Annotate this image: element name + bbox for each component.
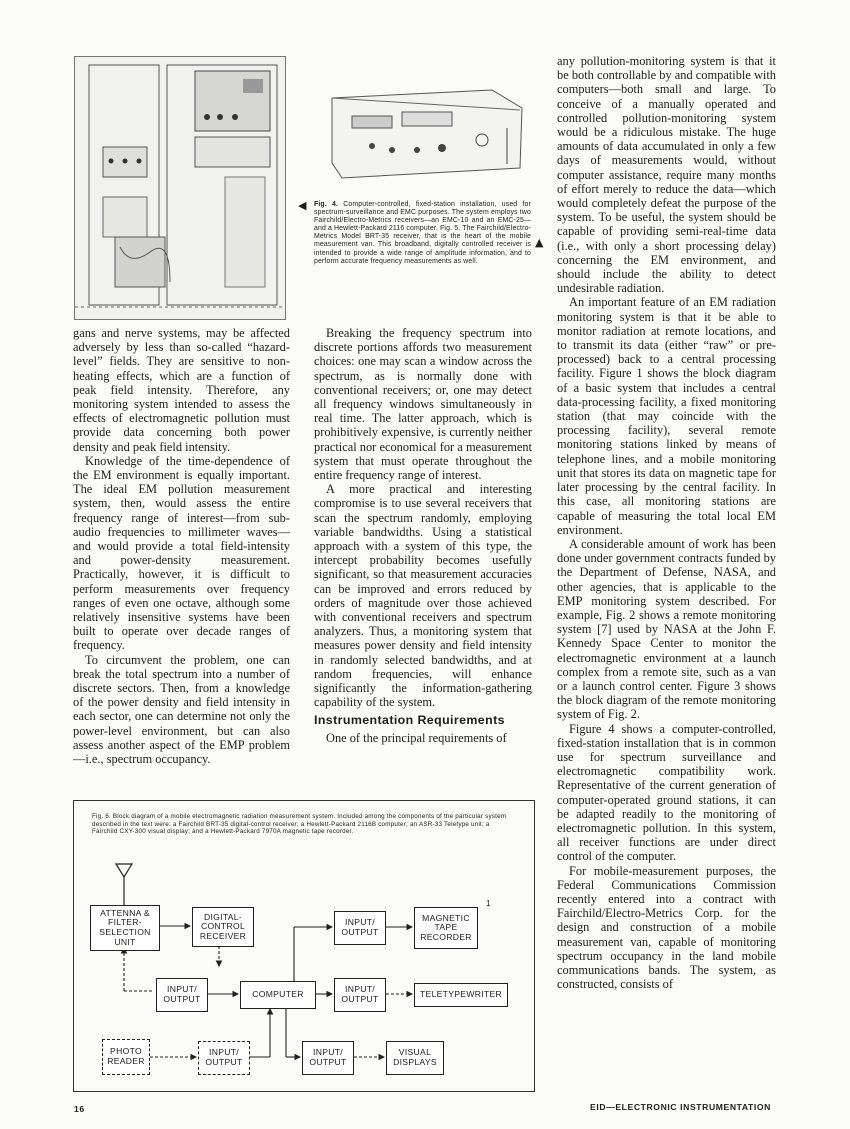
paragraph: One of the principal requirements of <box>326 730 507 745</box>
visual-displays-block: VISUAL DISPLAYS <box>386 1041 444 1075</box>
pointer-arrow-icon: ◀ <box>298 199 307 212</box>
paragraph: A considerable amount of work has been done under government contracts funded by the Department of Defense, NASA, and other agencies, that is applicable to the EMP monitoring system described. For example, Fig. 2 shows a remote monitoring system [7] used by NASA at the John F. Kennedy Space Center to monitor the electromagnetic environment at a launch complex from a remote site, such as a van or a launch control center. Figure 3 shows the block diagram of the remote monitoring system of Fig. 2. <box>557 536 776 722</box>
fig6-mark: 1 <box>486 899 491 908</box>
io-bottom-left-block: INPUT/ OUTPUT <box>198 1041 250 1075</box>
io-right-block: INPUT/ OUTPUT <box>334 978 386 1012</box>
equipment-rack-photo <box>74 56 286 320</box>
teletypewriter-block: TELETYPEWRITER <box>414 983 508 1007</box>
fig4-caption <box>314 201 531 266</box>
fig4-label: Fig. 4. <box>314 201 339 208</box>
paragraph: Knowledge of the time-dependence of the EM environment is equally important. The ideal EM pollution measurement system, then, would assess the entire frequency range of interest—from sub-audio frequencies to millimeter waves—and would provide a total field-intensity and power-density measurement. Practically, however, it is difficult to perform measurements over frequency ranges of even one octave, although some relatively insensitive systems have been built to operate over decade ranges of frequency. <box>73 453 290 653</box>
io-bottom-right-block: INPUT/ OUTPUT <box>302 1041 354 1075</box>
photo-reader-block: PHOTO READER <box>102 1039 150 1075</box>
journal-name: EID—ELECTRONIC INSTRUMENTATION <box>590 1102 771 1112</box>
paragraph: For mobile-measurement purposes, the Federal Communications Commission recently entered into a contract with Fairchild/Electro-Metrics Corp. for the design and construction of a mobile measurement van, capable of monitoring spectrum occupancy in the land mobile communications bands. The system, as constructed, consists of <box>557 863 776 992</box>
equipment-rack-illustration <box>75 57 285 319</box>
computer-block: COMPUTER <box>240 981 316 1009</box>
io-top-block: INPUT/ OUTPUT <box>334 911 386 945</box>
antenna-filter-block: ATTENNA & FILTER- SELECTION UNIT <box>90 905 160 951</box>
column-3-text <box>557 54 776 991</box>
receiver-photo <box>322 68 527 186</box>
paragraph: An important feature of an EM radiation monitoring system is that it be able to monitor radiation at remote locations, and to transmit its data (either “raw” or pre-processed) back to a central processing facility. Figure 1 shows the block diagram of a basic system that includes a central data-processing facility, a fixed monitoring station (that may coincide with the processing facility), several remote monitoring stations linked by means of telephone lines, and a mobile monitoring unit that stores its data on magnetic tape for later processing by the central facility. In this case, all monitoring stations are capable of measuring the total local EM environment. <box>557 295 776 537</box>
receiver-block: DIGITAL- CONTROL RECEIVER <box>192 907 254 947</box>
fig4-text: Computer-controlled, fixed-station installation, used for spectrum-surveillance and EMC purposes. The system employs two Fairchild/Electro-Metrics receivers—an EMC-10 and an EMC-25—and a Hewlett-Packard 2116 computer. Fig. 5. The Fairchild/Electro-Metrics Model BRT-35 receiver, that is the heart of the mobile measurement van. This broadband, digitally controlled receiver is intended to provide a wide range of amplitude information, and to perform accurate frequency measurements as well. <box>314 201 531 265</box>
pointer-arrow-up-icon: ▲ <box>535 236 544 249</box>
magnetic-tape-block: MAGNETIC TAPE RECORDER <box>414 907 478 949</box>
paragraph: gans and nerve systems, may be affected adversely by less than so-called “hazard-level” fields. They are sensitive to non-heating effects, which are a function of peak field intensity. Therefore, any monitoring system intended to assess the effects of electromagnetic pollution must provide data concerning both power density and peak field intensity. <box>73 326 290 454</box>
paragraph: To circumvent the problem, one can break the total spectrum into a number of discrete sectors. Then, from a knowledge of the power density and field intensity in each sector, one can determine not only the power-level environment, but can also assess another aspect of the EMP problem—i.e., spectrum occupancy. <box>73 652 290 767</box>
io-left-block: INPUT/ OUTPUT <box>156 978 208 1012</box>
paragraph: Breaking the frequency spectrum into discrete portions affords two measurement choices: one may scan a window across the spectrum, as is normally done with conventional receivers; or, one may detect all frequency windows simultaneously in real time. The latter approach, which is prohibitively expensive, is currently neither practical nor economical for a measurement system that must operate throughout the entire frequency range of interest. <box>314 326 532 483</box>
fig6-caption: Fig. 6. Block diagram of a mobile electromagnetic radiation measurement system. Included among the components of the particular system described in the text were: a Fairchild BRT-35 digital-control receiver; a Hewlett-Packard 2116B computer; an ASR-33 Teletype unit; a Fairchild CXY-300 visual display; and a Hewlett-Packard 7970A magnetic tape recorder. <box>92 813 507 836</box>
paragraph: any pollution-monitoring system is that it be both controllable by and compatible with computers—both small and large. To conceive of a manually operated and controlled pollution-monitoring system would be a ridiculous mistake. The huge amounts of data accumulated in only a few days of measurements would, without computer assistance, require many months of effort merely to reduce the data—which would completely defeat the purpose of the system. To be useful, the system should be capable of providing semi-real-time data (i.e., with only a short processing delay) concerning the EM environment, and should include the ability to detect undesirable radiation. <box>557 54 776 296</box>
paragraph: Figure 4 shows a computer-controlled, fixed-station installation that is in common use for spectrum surveillance and electromagnetic compatibility work. Representative of the current generation of computer-operated ground stations, it can be adapted readily to the monitoring of electromagnetic pollution. In this system, all receiver functions are under direct control of the computer. <box>557 721 776 864</box>
page-number: 16 <box>74 1104 85 1114</box>
column-1-text <box>73 326 290 766</box>
fig6-block-diagram <box>73 800 535 1092</box>
receiver-illustration <box>322 68 527 186</box>
column-2-text <box>314 326 532 745</box>
paragraph: A more practical and interesting compromise is to use several receivers that scan the spectrum randomly, employing variable bandwidths. Using a statistical approach with a system of this type, the intercept probability becomes usefully significant, so that measurement accuracies can be improved and errors reduced by orders of magnitude over those achieved with conventional receivers and spectrum analyzers. Thus, a monitoring system that measures power density and field intensity in randomly selected bandwidths, and at random frequencies, will enhance significantly the information-gathering capability of the system. <box>314 482 532 710</box>
section-heading: Instrumentation Requirements <box>314 713 505 728</box>
